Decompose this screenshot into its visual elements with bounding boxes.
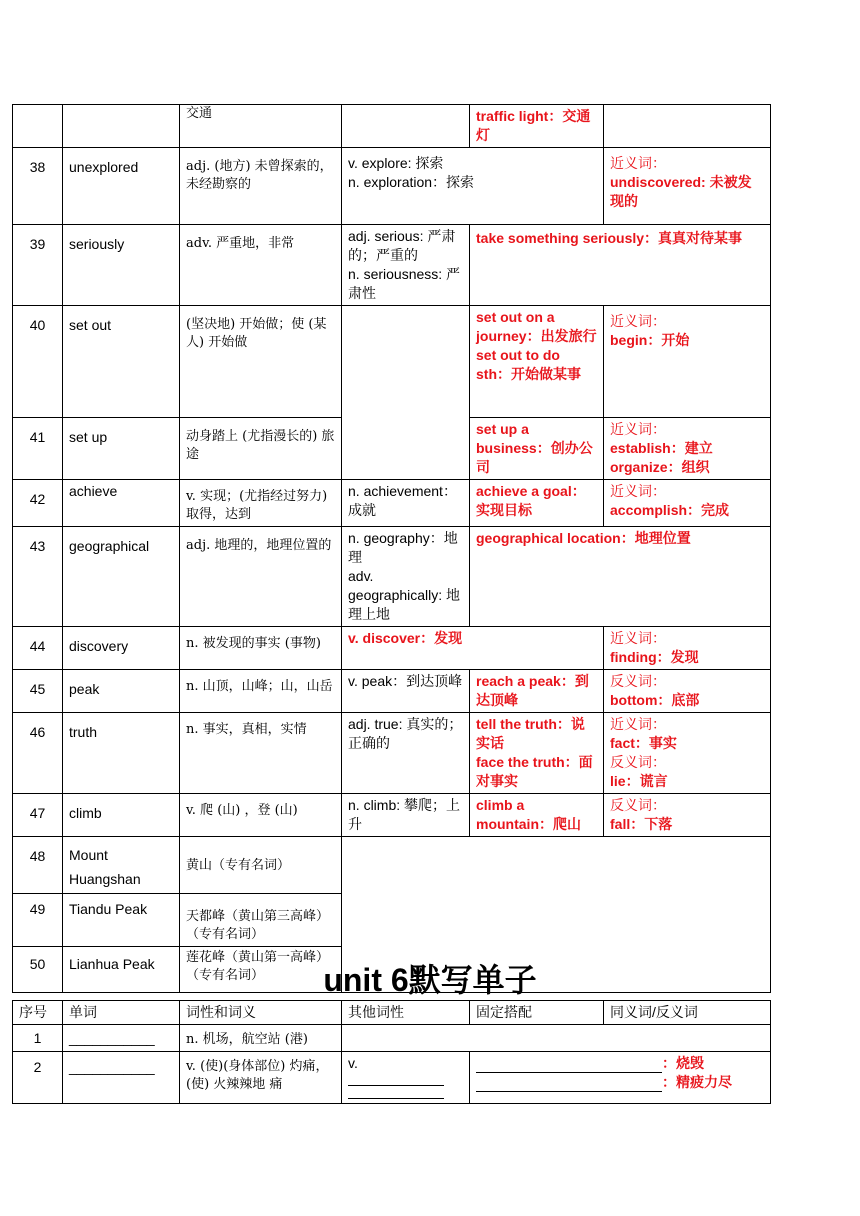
phrase-cell [470, 306, 604, 418]
row-number: 44 [13, 627, 63, 670]
table-row [13, 148, 771, 225]
table-row [13, 1052, 771, 1104]
syn-line: fact：事实 [610, 735, 677, 751]
word-cell: geographical [63, 527, 180, 627]
word-cell: peak [63, 670, 180, 713]
syn-cell [604, 306, 771, 418]
phrase-cell: take something seriously：真真对待某事 [470, 225, 771, 306]
other-cell: adj. true: 真实的；正确的 [342, 713, 470, 794]
meaning-cell: n. 机场，航空站 (港) [180, 1025, 342, 1052]
phrase-blank[interactable] [470, 1052, 771, 1104]
blank-line[interactable] [476, 1077, 662, 1092]
meaning-cell: v. (使)(身体部位) 灼痛，(使) 火辣辣地 痛 [180, 1052, 342, 1104]
phrase-hint: ：烧毁 [662, 1055, 704, 1071]
meaning-cell: adj. 地理的，地理位置的 [180, 527, 342, 627]
other-line: n. seriousness: 严肃性 [348, 266, 461, 301]
word-cell: unexplored [63, 148, 180, 225]
other-cell: n. climb: 攀爬；上升 [342, 794, 470, 837]
other-line: n. geography：地理 [348, 530, 458, 565]
syn-cell [604, 418, 771, 480]
phrase-cell [470, 713, 604, 794]
other-cell [342, 225, 470, 306]
word-cell: discovery [63, 627, 180, 670]
dictation-table [12, 1000, 771, 1104]
other-line: n. exploration：探索 [348, 174, 475, 190]
syn-line: fall：下落 [610, 816, 673, 832]
word-cell: Lianhua Peak [63, 947, 180, 993]
row-number: 49 [13, 894, 63, 947]
syn-line: 反义词： [610, 673, 666, 689]
header-cell: 固定搭配 [470, 1001, 604, 1025]
syn-line: 近义词： [610, 716, 666, 732]
syn-line: organize：组织 [610, 459, 710, 475]
word-cell: Mount Huangshan [63, 837, 180, 894]
phrase-cell: traffic light：交通灯 [470, 105, 604, 148]
syn-cell [604, 713, 771, 794]
header-cell: 其他词性 [342, 1001, 470, 1025]
table-row [13, 306, 771, 418]
table-row [13, 1025, 771, 1052]
syn-line: establish：建立 [610, 440, 713, 456]
header-cell: 序号 [13, 1001, 63, 1025]
row-number: 45 [13, 670, 63, 713]
other-cell: v. peak：到达顶峰 [342, 670, 470, 713]
word-blank[interactable]: ___________ [63, 1052, 180, 1104]
syn-line: 近义词： [610, 630, 666, 646]
vocab-table [12, 104, 771, 993]
other-line: adv. geographically: 地理上地 [348, 568, 461, 622]
row-number: 40 [13, 306, 63, 418]
syn-line: 近义词： [610, 421, 666, 437]
meaning-cell: v. 爬 (山) ，登 (山) [180, 794, 342, 837]
row-number: 46 [13, 713, 63, 794]
table-row [13, 527, 771, 627]
phrase-cell [470, 418, 604, 480]
header-cell: 词性和词义 [180, 1001, 342, 1025]
other-blank[interactable] [342, 1052, 470, 1104]
phrase-hint: ：精疲力尽 [662, 1074, 732, 1090]
syn-cell [604, 480, 771, 527]
table-row [13, 794, 771, 837]
word-cell: Tiandu Peak [63, 894, 180, 947]
syn-cell [604, 794, 771, 837]
phrase-cell: v. discover：发现 [342, 627, 604, 670]
syn-cell [604, 627, 771, 670]
syn-line: 近义词： [610, 313, 666, 329]
meaning-cell: 天都峰（黄山第三高峰）（专有名词） [180, 894, 342, 947]
meaning-cell: v. 实现；(尤指经过努力) 取得，达到 [180, 480, 342, 527]
table-row [13, 713, 771, 794]
other-line: adj. serious: 严肃的；严重的 [348, 228, 456, 263]
word-blank[interactable]: ___________ [63, 1025, 180, 1052]
syn-line: 反义词： [610, 797, 666, 813]
blank-line[interactable] [348, 1086, 444, 1099]
meaning-cell: n. 山顶，山峰；山，山岳 [180, 670, 342, 713]
meaning-cell: 莲花峰（黄山第一高峰）（专有名词） [180, 947, 342, 993]
header-row [13, 1001, 771, 1025]
row-number: 39 [13, 225, 63, 306]
table-row [13, 627, 771, 670]
phrase-line: tell the truth：说实话 [476, 716, 585, 751]
phrase-cell: climb a mountain：爬山 [470, 794, 604, 837]
syn-line: 近义词： [610, 155, 666, 171]
meaning-cell: (坚决地) 开始做；使 (某人) 开始做 [180, 306, 342, 418]
other-cell [342, 527, 470, 627]
syn-cell [604, 148, 771, 225]
row-number: 47 [13, 794, 63, 837]
table-row [13, 837, 771, 894]
row-number: 1 [13, 1025, 63, 1052]
syn-line: 反义词： [610, 754, 666, 770]
syn-line: 近义词： [610, 483, 666, 499]
word-cell: climb [63, 794, 180, 837]
header-cell: 同义词/反义词 [604, 1001, 771, 1025]
syn-line: begin：开始 [610, 332, 690, 348]
table-row [13, 670, 771, 713]
meaning-cell: adj. (地方) 未曾探索的，未经勘察的 [180, 148, 342, 225]
meaning-cell: 交通 [180, 105, 342, 148]
page-title: unit 6默写单子 [323, 962, 537, 998]
syn-line: finding：发现 [610, 649, 699, 665]
meaning-cell: n. 事实，真相，实情 [180, 713, 342, 794]
row-number: 43 [13, 527, 63, 627]
syn-line: lie：谎言 [610, 773, 668, 789]
row-number: 50 [13, 947, 63, 993]
syn-line: accomplish：完成 [610, 502, 730, 518]
phrase-line: set up a business：创办公司 [476, 421, 593, 475]
table-row [13, 480, 771, 527]
row-number: 48 [13, 837, 63, 894]
phrase-cell: geographical location：地理位置 [470, 527, 771, 627]
table-row [13, 105, 771, 148]
table-row [13, 225, 771, 306]
word-cell: achieve [63, 480, 180, 527]
phrase-line: face the truth：面对事实 [476, 754, 593, 789]
word-cell: seriously [63, 225, 180, 306]
other-line: v. explore: 探索 [348, 155, 444, 171]
blank-line[interactable] [348, 1073, 444, 1086]
word-cell: truth [63, 713, 180, 794]
meaning-cell: n. 被发现的事实 (事物) [180, 627, 342, 670]
word-cell: set out [63, 306, 180, 418]
other-cell: n. achievement：成就 [342, 480, 470, 527]
syn-cell [604, 670, 771, 713]
meaning-cell: 黄山（专有名词） [180, 837, 342, 894]
blank-line[interactable] [476, 1058, 662, 1073]
phrase-cell: reach a peak：到达顶峰 [470, 670, 604, 713]
syn-line: undiscovered: 未被发现的 [610, 174, 752, 209]
other-label: v. [348, 1055, 358, 1071]
syn-line: bottom：底部 [610, 692, 700, 708]
other-cell [342, 148, 604, 225]
row-number: 2 [13, 1052, 63, 1104]
meaning-cell: 动身踏上 (尤指漫长的) 旅途 [180, 418, 342, 480]
word-cell: set up [63, 418, 180, 480]
row-number: 42 [13, 480, 63, 527]
row-number: 38 [13, 148, 63, 225]
header-cell: 单词 [63, 1001, 180, 1025]
meaning-cell: adv. 严重地，非常 [180, 225, 342, 306]
phrase-line: set out to do sth：开始做某事 [476, 347, 581, 382]
phrase-cell: achieve a goal：实现目标 [470, 480, 604, 527]
row-number: 41 [13, 418, 63, 480]
phrase-line: set out on a journey：出发旅行 [476, 309, 597, 344]
